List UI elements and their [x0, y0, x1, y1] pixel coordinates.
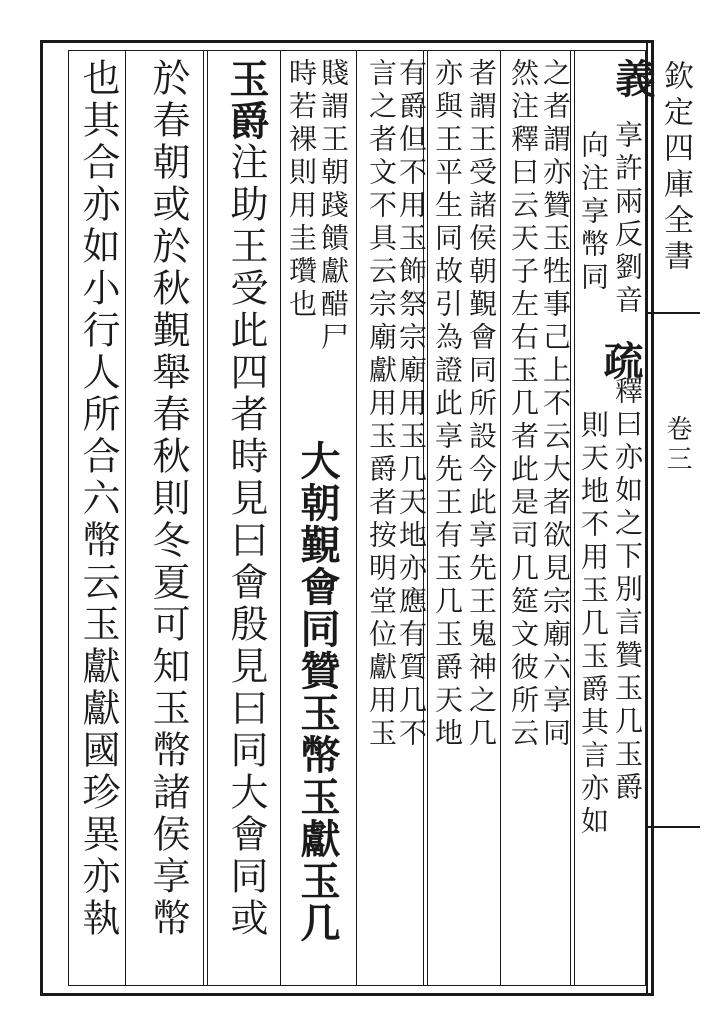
- book-title: 欽定四庫全書: [658, 60, 693, 276]
- column-rule: [203, 50, 208, 986]
- text-column-sub: 時若裸則用圭瓚也: [285, 58, 318, 322]
- text-column-sub: 言之者文不具云宗廟獻用玉爵者按明堂位獻用玉: [365, 58, 398, 751]
- shu-marker: 疏: [597, 340, 644, 380]
- text-column-sub: 之者謂亦贊玉牲事己上不云大者欲見宗廟六享同: [539, 58, 572, 751]
- column-rule: [356, 50, 357, 986]
- text-column: 也其合亦如小行人所合六幣云玉獻獻國珍異亦執: [76, 58, 120, 940]
- text-column: 於春朝或於秋覲舉春秋則冬夏可知玉幣諸侯享幣: [146, 58, 190, 940]
- text-column-sub: 亦與王平生同故引為證此享先王有玉几玉爵天地: [431, 58, 464, 751]
- text-column: [218, 58, 275, 940]
- text-column: [604, 58, 661, 98]
- text-column-sub: 則天地不用玉几玉爵其言亦如: [577, 410, 610, 839]
- annotation-text: 注助王受此四者時見曰會殷見曰同大會同或: [224, 142, 268, 940]
- margin-rule: [646, 312, 700, 314]
- margin-rule: [646, 826, 700, 828]
- volume-label: 卷三: [662, 415, 692, 475]
- text-column-sub: 享許兩反劉音: [611, 120, 644, 318]
- column-rule: [280, 50, 281, 986]
- entry-head: 玉爵: [223, 58, 270, 142]
- text-column-sub: 有爵但不用玉飾祭宗廟用玉几天地亦應有質几不: [395, 58, 428, 751]
- entry-head: 義: [609, 58, 656, 98]
- classic-text-column: 大朝覲會同贊玉幣玉獻玉几: [294, 440, 341, 944]
- column-rule: [125, 50, 126, 986]
- text-column-sub: 釋曰亦如之下別言贊玉几玉爵: [611, 376, 644, 805]
- text-column-sub: 然注釋曰云天子左右玉几者此是司几筵文彼所云: [507, 58, 540, 751]
- text-column-sub: 者謂王受諸侯朝覲會同所設今此享先王鬼神之几: [465, 58, 498, 751]
- column-rule: [500, 50, 501, 986]
- text-column-sub: 賤謂王朝踐饋獻醋尸: [317, 58, 350, 355]
- text-column-sub: 向注享幣同: [577, 130, 610, 295]
